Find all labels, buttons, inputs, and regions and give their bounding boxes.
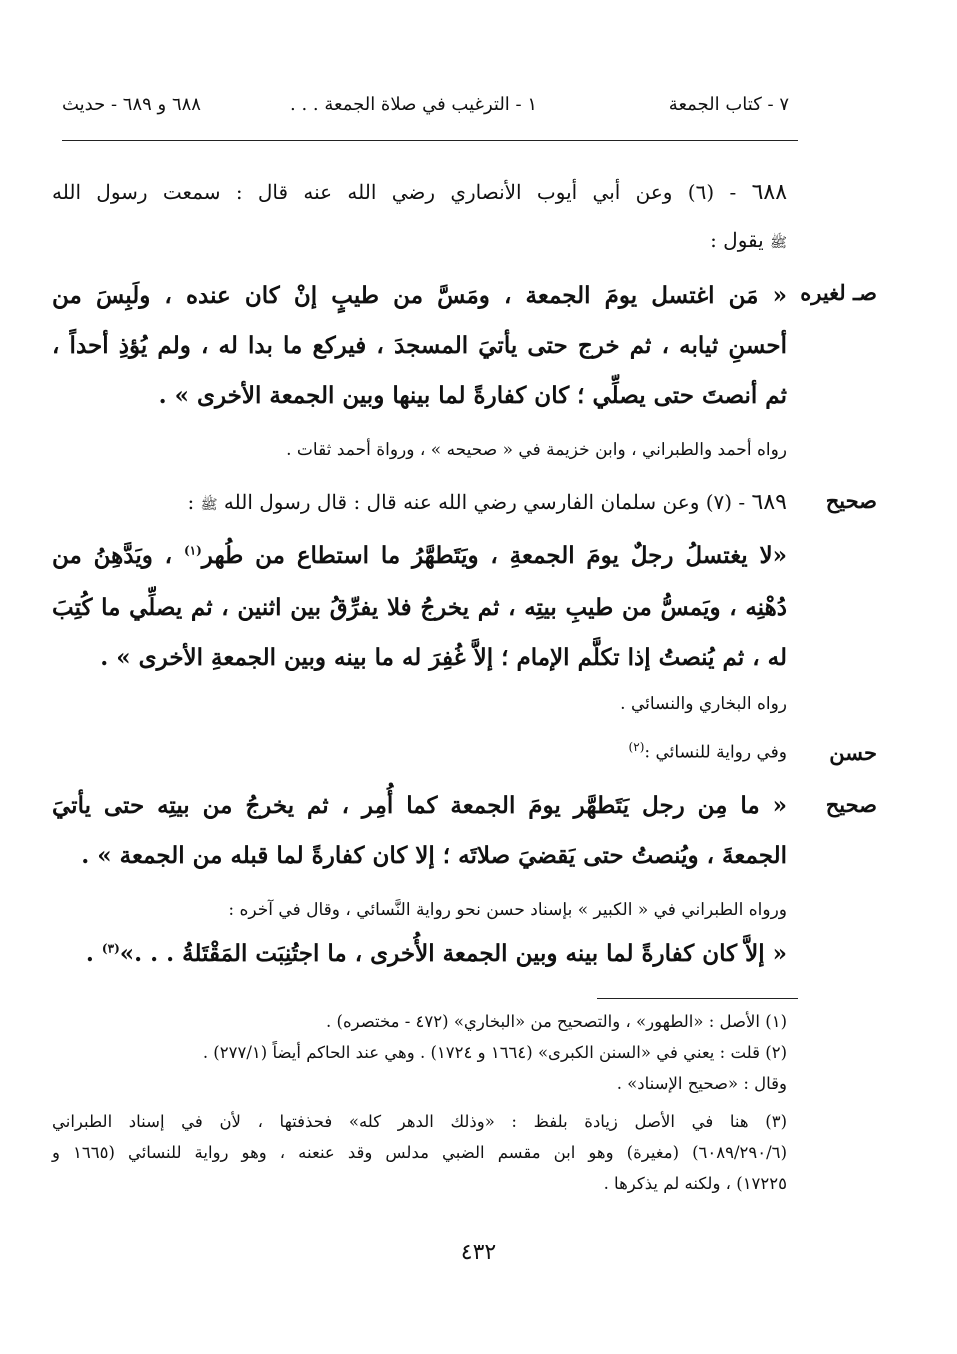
- hadith-688-text-1: « مَن اغتسل يومَ الجمعة ، ومَسَّ من طيبٍ إنْ كان عنده ، ولَبِسَ من: [52, 282, 787, 309]
- nasai-narration-intro: وفي رواية للنسائي :$^{(٢)}$: [628, 740, 787, 763]
- salutation-mark: ﷺ: [200, 497, 218, 513]
- footnote-3: (٣) هنا في الأصل زيادة بلفظ : «وذلك الدهر كله» فحذفتها ، لأن في إسناد الطبراني: [52, 1112, 787, 1131]
- header-hadith-range: ٦٨٨ و ٦٨٩ - حديث: [62, 94, 201, 115]
- hadith-689-intro: ٦٨٩ - (٧) وعن سلمان الفارسي رضي الله عنه قال : قال رسول الله ﷺ :: [187, 490, 787, 515]
- grade-label: صحيح: [825, 488, 877, 513]
- hadith-688-text-2: أحسنِ ثيابه ، ثم خرج حتى يأتيَ المسجدَ ، فيركع ما بدا له ، ولم يُؤذِ أحداً ،: [52, 332, 787, 359]
- hadith-689-text-5: الجمعةَ ، ويُنصتُ حتى يَقضيَ صلاتَه ؛ إلا كان كفارةً لما قبله من الجمعة » .: [81, 842, 787, 869]
- footnote-1: (١) الأصل : «الطهور» ، والتصحيح من «البخاري» (٤٧٢ - مختصره) .: [326, 1012, 787, 1031]
- footnote-marker: (٢): [628, 740, 645, 754]
- page-number: ٤٣٢: [460, 1240, 497, 1265]
- grade-label: صـ لغيره: [800, 280, 877, 305]
- hadith-689-text-2: دُهْنِه ، ويَمسُّ من طيبِ بيتِه ، ثم يخرجُ فلا يفرِّقُ بين اثنين ، ثم يصلِّي ما كُتِبَ: [52, 594, 787, 621]
- hadith-689-text-4: « ما مِن رجل يَتَطهَّر يومَ الجمعة كما أُمِر ، ثم يخرجُ من بيتِه حتى يأتيَ: [52, 792, 787, 819]
- hadith-number: ٦٨٩: [751, 490, 787, 515]
- hadith-689-source: رواه البخاري والنسائي .: [620, 694, 787, 714]
- footnote-marker: (١): [183, 543, 202, 558]
- hadith-688-intro-line2: ﷺ يقول :: [710, 228, 787, 252]
- hadith-number: ٦٨٨: [751, 180, 788, 205]
- hadith-689-text-6: « إلاَّ كان كفارةً لما بينه وبين الجمعة الأُخرى ، ما اجتُنِبَت المَقْتَلةُ . . .»$^{(٣)}$ .: [85, 940, 787, 967]
- footnote-2-continued: وقال : «صحيح الإسناد» .: [616, 1074, 787, 1093]
- footnote-3-line2: (٦٠٨٩/٢٩٠/٦) (مغيرة) وهو ابن مقسم الضبي مدلس وقد عنعنه ، وهو رواية للنسائي (١٦٦٥ و: [52, 1143, 787, 1162]
- hadith-688-text-3: ثم أنصتَ حتى يصلِّي ؛ كان كفارةً لما بينها وبين الجمعة الأخرى » .: [158, 382, 787, 409]
- header-divider: [62, 140, 798, 141]
- footnote-3-line3: ١٧٢٢٥) ، ولكنه لم يذكرها .: [603, 1174, 787, 1193]
- salutation-mark: ﷺ: [770, 235, 787, 251]
- hadith-689-text-3: له ، ثم يُنصتُ إذا تكلَّم الإمام ؛ إلاَّ غُفِرَ له ما بينه وبين الجمعةِ الأخرى » .: [100, 644, 787, 671]
- hadith-688-intro: ٦٨٨ - (٦) وعن أبي أيوب الأنصاري رضي الله عنه قال : سمعت رسول الله: [52, 180, 788, 205]
- footnote-divider: [597, 998, 798, 999]
- header-chapter: ٧ - كتاب الجمعة: [668, 94, 789, 115]
- footnote-marker: (٣): [101, 941, 120, 956]
- tabarani-note: ورواه الطبراني في « الكبير » بإسناد حسن نحو رواية النَّسائي ، وقال في آخره :: [228, 900, 787, 920]
- footnote-2: (٢) قلت : يعني في «السنن الكبرى» (١٦٦٤ و ١٧٢٤) . وهي عند الحاكم أيضاً (٢٧٧/١) .: [202, 1043, 787, 1062]
- header-section: ١ - الترغيب في صلاة الجمعة . . .: [290, 94, 537, 115]
- grade-label: صحيح: [825, 792, 877, 817]
- hadith-689-text-1: «لا يغتسلُ رجلٌ يومَ الجمعةِ ، ويَتَطهَّرُ ما استطاع من طُهر$^{(١)}$ ، ويَدَّهِنُ من: [52, 542, 788, 569]
- grade-label: حسن: [829, 740, 877, 765]
- hadith-688-source: رواه أحمد والطبراني ، وابن خزيمة في « صحيحه » ، ورواة أحمد ثقات .: [286, 440, 787, 460]
